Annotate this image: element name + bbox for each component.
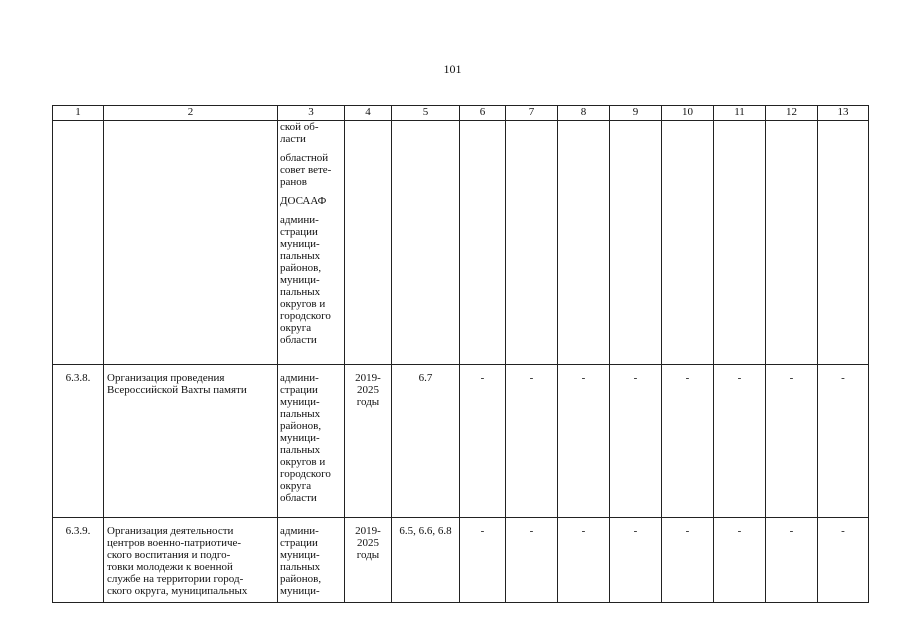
executor-cell: админи- страции муници- пальных районов, муници-	[278, 518, 345, 603]
column-number-row	[53, 106, 869, 121]
value-cell: -	[818, 365, 869, 518]
header-cell: 12	[766, 106, 818, 121]
value-cell: -	[610, 365, 662, 518]
value-cell: -	[506, 518, 558, 603]
continuation-row	[53, 121, 869, 365]
executor-entry: ДОСААФ	[280, 195, 327, 207]
header-cell: 2	[104, 106, 278, 121]
value-cell: -	[766, 365, 818, 518]
indicators-cell: 6.5, 6.6, 6.8	[392, 518, 460, 603]
table-cell	[766, 121, 818, 365]
value-cell: -	[662, 518, 714, 603]
table-cell	[610, 121, 662, 365]
executor-entry: ской об- ласти	[280, 121, 319, 145]
program-table	[52, 105, 869, 603]
value-cell: -	[558, 518, 610, 603]
table-row	[53, 365, 869, 518]
table-cell	[460, 121, 506, 365]
header-cell: 13	[818, 106, 869, 121]
item-name: Организация деятельности центров военно-патриотиче- ского воспитания и подго- товки молодежи к военной службе на территории город- ского округа, муниципальных	[104, 518, 278, 603]
executor-entry: областной совет вете- ранов	[280, 152, 332, 188]
item-number: 6.3.9.	[53, 518, 104, 603]
header-cell: 4	[345, 106, 392, 121]
value-cell: -	[506, 365, 558, 518]
value-cell: -	[558, 365, 610, 518]
table-cell	[714, 121, 766, 365]
header-cell: 6	[460, 106, 506, 121]
value-cell: -	[766, 518, 818, 603]
indicators-cell: 6.7	[392, 365, 460, 518]
years-cell: 2019- 2025 годы	[345, 365, 392, 518]
table-cell	[558, 121, 610, 365]
executor-entry: админи- страции муници- пальных районов, муници- пальных округов и городского округа области	[280, 214, 331, 346]
table-cell	[818, 121, 869, 365]
header-cell: 5	[392, 106, 460, 121]
header-cell: 3	[278, 106, 345, 121]
header-cell: 9	[610, 106, 662, 121]
page-number: 101	[443, 62, 462, 76]
header-cell: 8	[558, 106, 610, 121]
executor-cell	[278, 121, 345, 365]
value-cell: -	[714, 365, 766, 518]
value-cell: -	[662, 365, 714, 518]
header-cell: 11	[714, 106, 766, 121]
table-cell	[345, 121, 392, 365]
executor-cell: админи- страции муници- пальных районов, муници- пальных округов и городского округа области	[278, 365, 345, 518]
header-cell: 7	[506, 106, 558, 121]
value-cell: -	[818, 518, 869, 603]
item-name: Организация проведения Всероссийской Вахты памяти	[104, 365, 278, 518]
table-cell	[104, 121, 278, 365]
item-number: 6.3.8.	[53, 365, 104, 518]
table-cell	[506, 121, 558, 365]
value-cell: -	[714, 518, 766, 603]
years-cell: 2019- 2025 годы	[345, 518, 392, 603]
value-cell: -	[610, 518, 662, 603]
table-cell	[662, 121, 714, 365]
header-cell: 10	[662, 106, 714, 121]
table-cell	[392, 121, 460, 365]
table-row	[53, 518, 869, 603]
value-cell: -	[460, 518, 506, 603]
header-cell: 1	[53, 106, 104, 121]
value-cell: -	[460, 365, 506, 518]
table-cell	[53, 121, 104, 365]
